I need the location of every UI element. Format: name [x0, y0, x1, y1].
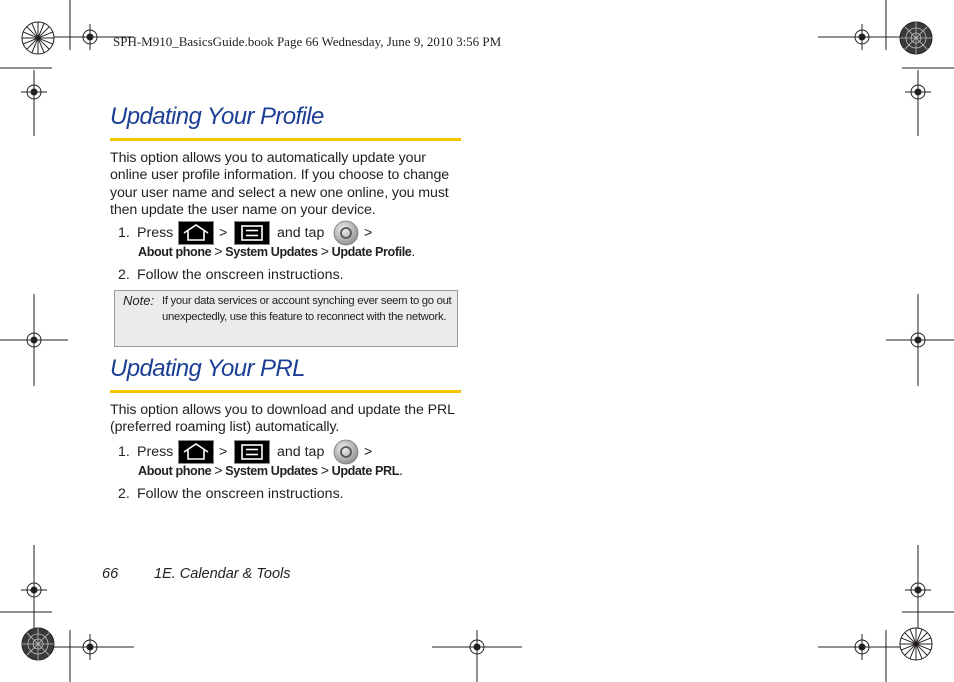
path-system-updates: System Updates — [225, 464, 318, 478]
gt-separator: > — [364, 444, 373, 460]
step-text: Follow the onscreen instructions. — [137, 486, 344, 502]
prl-menu-path — [138, 462, 403, 478]
note-label: Note: — [123, 293, 155, 308]
note-box — [114, 290, 458, 347]
gt-separator: > — [219, 444, 228, 460]
path-separator: > — [214, 462, 223, 478]
press-text: Press — [137, 444, 174, 460]
menu-key-icon — [234, 440, 270, 464]
menu-key-icon — [234, 221, 270, 245]
page-number: 66 — [102, 566, 119, 582]
profile-intro: This option allows you to automatically update your online user profile information. If you choose to change your user name and select a new one online, you must then update the user name on your device. — [110, 150, 450, 218]
home-key-icon — [178, 440, 214, 464]
path-about-phone: About phone — [138, 464, 212, 478]
chapter-title: 1E. Calendar & Tools — [154, 566, 291, 582]
and-tap-text: and tap — [277, 225, 325, 241]
note-text: If your data services or account synching ever seem to go out unexpectedly, use this feature to reconnect with the network. — [162, 295, 452, 323]
step-text: Follow the onscreen instructions. — [137, 267, 344, 283]
path-about-phone: About phone — [138, 245, 212, 259]
path-system-updates: System Updates — [225, 245, 318, 259]
path-separator: > — [320, 462, 329, 478]
press-text: Press — [137, 225, 174, 241]
step-number: 1. — [118, 225, 130, 241]
title-rule — [110, 390, 461, 393]
step-number: 2. — [118, 267, 130, 283]
gt-separator: > — [219, 225, 228, 241]
path-update-prl: Update PRL — [331, 464, 400, 478]
title-rule — [110, 138, 461, 141]
step-number: 1. — [118, 444, 130, 460]
section-title-prl: Updating Your PRL — [110, 355, 305, 382]
profile-menu-path — [138, 243, 415, 259]
section-title-profile: Updating Your Profile — [110, 103, 324, 130]
gt-separator: > — [364, 225, 373, 241]
step-number: 2. — [118, 486, 130, 502]
and-tap-text: and tap — [277, 444, 325, 460]
path-update-profile: Update Profile — [331, 245, 412, 259]
path-separator: > — [214, 243, 223, 259]
path-end: . — [411, 243, 415, 259]
prl-intro: This option allows you to download and update the PRL (preferred roaming list) automatically. — [110, 402, 455, 436]
path-end: . — [399, 462, 403, 478]
print-header: SPH-M910_BasicsGuide.book Page 66 Wednesday, June 9, 2010 3:56 PM — [113, 34, 502, 49]
home-key-icon — [178, 221, 214, 245]
path-separator: > — [320, 243, 329, 259]
